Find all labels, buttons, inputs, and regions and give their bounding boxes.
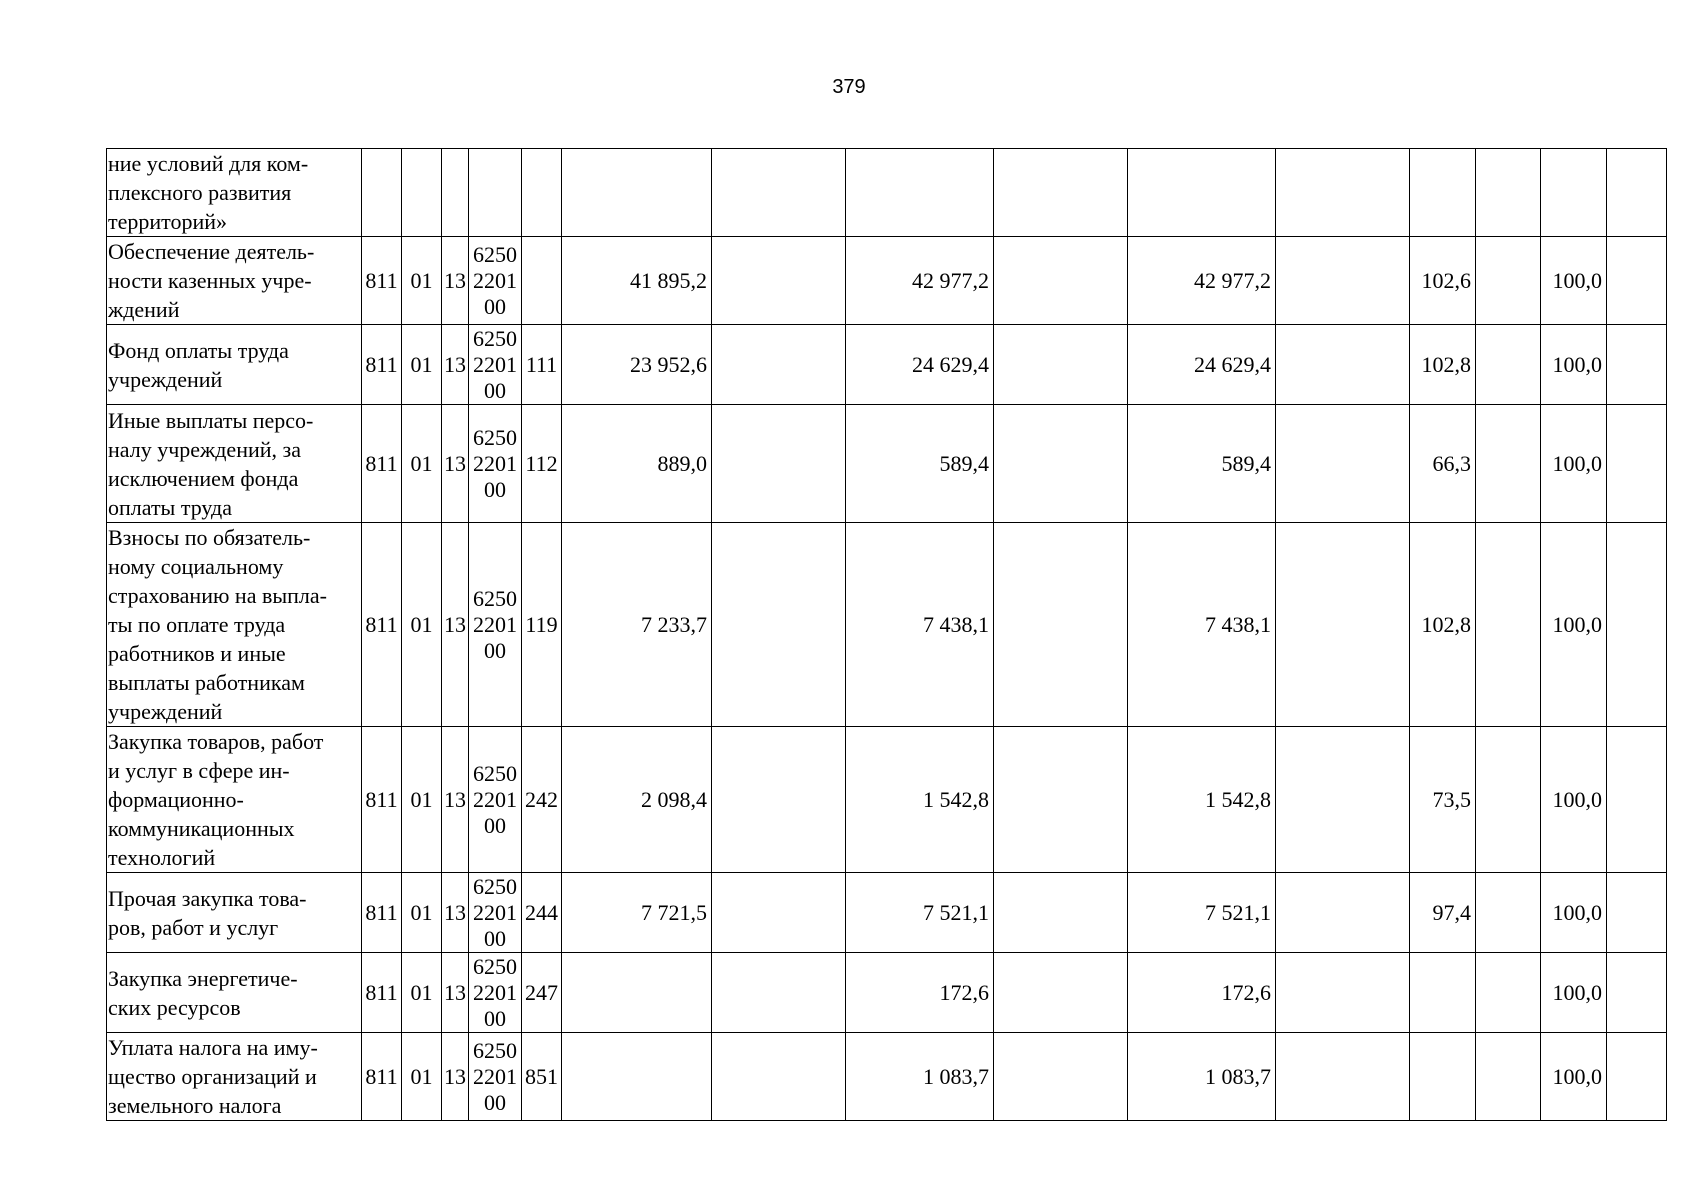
empty-cell [1607, 325, 1667, 405]
subsection-code-cell: 13 [442, 873, 469, 953]
empty-cell [1276, 953, 1410, 1033]
value-3-cell: 172,6 [1128, 953, 1276, 1033]
value-1-cell: 889,0 [562, 405, 712, 523]
empty-cell [1607, 523, 1667, 727]
row-name-cell: Взносы по обязатель- ному социальному страхованию на выпла- ты по оплате труда работников и иные выплаты работникам учреждений [107, 523, 362, 727]
page-number: 379 [832, 76, 866, 98]
percent-1-cell [1410, 1033, 1476, 1121]
empty-cell [1607, 873, 1667, 953]
percent-2-cell [1541, 149, 1607, 237]
empty-cell [1607, 149, 1667, 237]
percent-2-cell: 100,0 [1541, 1033, 1607, 1121]
percent-2-cell: 100,0 [1541, 953, 1607, 1033]
percent-2-cell: 100,0 [1541, 523, 1607, 727]
admin-code-cell: 811 [362, 953, 402, 1033]
empty-cell [712, 149, 846, 237]
row-name-cell: Закупка товаров, работ и услуг в сфере ин- формационно- коммуникационных технологий [107, 727, 362, 873]
empty-cell [1476, 325, 1541, 405]
target-article-code-cell: 6250 2201 00 [469, 325, 522, 405]
percent-1-cell: 66,3 [1410, 405, 1476, 523]
empty-cell [712, 405, 846, 523]
empty-cell [1607, 237, 1667, 325]
empty-cell [1476, 237, 1541, 325]
value-3-cell: 1 542,8 [1128, 727, 1276, 873]
value-2-cell: 1 542,8 [846, 727, 994, 873]
row-name-cell: Уплата налога на иму- щество организаций и земельного налога [107, 1033, 362, 1121]
empty-cell [1476, 953, 1541, 1033]
empty-cell [1276, 405, 1410, 523]
row-name-cell: ние условий для ком- плексного развития территорий» [107, 149, 362, 237]
percent-1-cell: 102,6 [1410, 237, 1476, 325]
percent-2-cell: 100,0 [1541, 405, 1607, 523]
empty-cell [1476, 873, 1541, 953]
table-row [107, 873, 1667, 953]
admin-code-cell: 811 [362, 237, 402, 325]
value-3-cell: 7 521,1 [1128, 873, 1276, 953]
expense-type-code-cell: 242 [522, 727, 562, 873]
value-1-cell: 23 952,6 [562, 325, 712, 405]
value-3-cell: 1 083,7 [1128, 1033, 1276, 1121]
admin-code-cell: 811 [362, 1033, 402, 1121]
empty-cell [994, 873, 1128, 953]
empty-cell [994, 405, 1128, 523]
empty-cell [994, 237, 1128, 325]
value-3-cell: 42 977,2 [1128, 237, 1276, 325]
target-article-code-cell: 6250 2201 00 [469, 727, 522, 873]
table-row [107, 325, 1667, 405]
percent-1-cell: 97,4 [1410, 873, 1476, 953]
percent-2-cell: 100,0 [1541, 325, 1607, 405]
value-1-cell: 7 233,7 [562, 523, 712, 727]
value-1-cell: 7 721,5 [562, 873, 712, 953]
subsection-code-cell: 13 [442, 237, 469, 325]
budget-table [106, 148, 1667, 1121]
empty-cell [712, 523, 846, 727]
empty-cell [1276, 727, 1410, 873]
empty-cell [1276, 1033, 1410, 1121]
empty-cell [712, 237, 846, 325]
empty-cell [712, 873, 846, 953]
value-2-cell: 42 977,2 [846, 237, 994, 325]
value-2-cell: 7 438,1 [846, 523, 994, 727]
target-article-code-cell: 6250 2201 00 [469, 953, 522, 1033]
value-1-cell [562, 1033, 712, 1121]
expense-type-code-cell [522, 149, 562, 237]
value-3-cell [1128, 149, 1276, 237]
expense-type-code-cell: 119 [522, 523, 562, 727]
subsection-code-cell: 13 [442, 325, 469, 405]
table-row [107, 149, 1667, 237]
value-2-cell: 24 629,4 [846, 325, 994, 405]
empty-cell [1607, 953, 1667, 1033]
section-code-cell [402, 149, 442, 237]
empty-cell [994, 727, 1128, 873]
expense-type-code-cell: 112 [522, 405, 562, 523]
admin-code-cell: 811 [362, 727, 402, 873]
table-row [107, 953, 1667, 1033]
percent-1-cell [1410, 149, 1476, 237]
empty-cell [1476, 149, 1541, 237]
percent-2-cell: 100,0 [1541, 237, 1607, 325]
value-2-cell [846, 149, 994, 237]
empty-cell [712, 1033, 846, 1121]
subsection-code-cell: 13 [442, 727, 469, 873]
percent-2-cell: 100,0 [1541, 873, 1607, 953]
empty-cell [1276, 325, 1410, 405]
empty-cell [1476, 523, 1541, 727]
admin-code-cell: 811 [362, 523, 402, 727]
section-code-cell: 01 [402, 953, 442, 1033]
table-row [107, 405, 1667, 523]
empty-cell [1476, 727, 1541, 873]
expense-type-code-cell: 247 [522, 953, 562, 1033]
admin-code-cell: 811 [362, 325, 402, 405]
section-code-cell: 01 [402, 873, 442, 953]
empty-cell [994, 523, 1128, 727]
table-row [107, 523, 1667, 727]
value-1-cell: 41 895,2 [562, 237, 712, 325]
empty-cell [712, 953, 846, 1033]
value-2-cell: 7 521,1 [846, 873, 994, 953]
value-1-cell [562, 953, 712, 1033]
value-2-cell: 1 083,7 [846, 1033, 994, 1121]
empty-cell [712, 727, 846, 873]
value-1-cell [562, 149, 712, 237]
target-article-code-cell: 6250 2201 00 [469, 1033, 522, 1121]
expense-type-code-cell [522, 237, 562, 325]
empty-cell [1276, 149, 1410, 237]
value-2-cell: 172,6 [846, 953, 994, 1033]
subsection-code-cell: 13 [442, 405, 469, 523]
row-name-cell: Закупка энергетиче- ских ресурсов [107, 953, 362, 1033]
empty-cell [994, 325, 1128, 405]
target-article-code-cell: 6250 2201 00 [469, 523, 522, 727]
percent-1-cell: 102,8 [1410, 325, 1476, 405]
percent-1-cell: 102,8 [1410, 523, 1476, 727]
empty-cell [1607, 405, 1667, 523]
value-3-cell: 589,4 [1128, 405, 1276, 523]
value-3-cell: 24 629,4 [1128, 325, 1276, 405]
section-code-cell: 01 [402, 523, 442, 727]
subsection-code-cell: 13 [442, 953, 469, 1033]
row-name-cell: Прочая закупка това- ров, работ и услуг [107, 873, 362, 953]
table-row [107, 727, 1667, 873]
target-article-code-cell: 6250 2201 00 [469, 405, 522, 523]
empty-cell [1476, 405, 1541, 523]
admin-code-cell: 811 [362, 405, 402, 523]
target-article-code-cell: 6250 2201 00 [469, 873, 522, 953]
empty-cell [712, 325, 846, 405]
row-name-cell: Иные выплаты персо- налу учреждений, за исключением фонда оплаты труда [107, 405, 362, 523]
empty-cell [994, 149, 1128, 237]
percent-1-cell [1410, 953, 1476, 1033]
expense-type-code-cell: 244 [522, 873, 562, 953]
subsection-code-cell: 13 [442, 523, 469, 727]
empty-cell [1276, 523, 1410, 727]
empty-cell [1276, 237, 1410, 325]
row-name-cell: Фонд оплаты труда учреждений [107, 325, 362, 405]
admin-code-cell [362, 149, 402, 237]
table-row [107, 237, 1667, 325]
table-row [107, 1033, 1667, 1121]
empty-cell [1276, 873, 1410, 953]
section-code-cell: 01 [402, 237, 442, 325]
subsection-code-cell [442, 149, 469, 237]
empty-cell [994, 953, 1128, 1033]
empty-cell [1607, 1033, 1667, 1121]
empty-cell [1476, 1033, 1541, 1121]
percent-2-cell: 100,0 [1541, 727, 1607, 873]
section-code-cell: 01 [402, 1033, 442, 1121]
section-code-cell: 01 [402, 727, 442, 873]
empty-cell [1607, 727, 1667, 873]
value-3-cell: 7 438,1 [1128, 523, 1276, 727]
expense-type-code-cell: 111 [522, 325, 562, 405]
expense-type-code-cell: 851 [522, 1033, 562, 1121]
value-1-cell: 2 098,4 [562, 727, 712, 873]
section-code-cell: 01 [402, 405, 442, 523]
target-article-code-cell [469, 149, 522, 237]
percent-1-cell: 73,5 [1410, 727, 1476, 873]
subsection-code-cell: 13 [442, 1033, 469, 1121]
admin-code-cell: 811 [362, 873, 402, 953]
value-2-cell: 589,4 [846, 405, 994, 523]
empty-cell [994, 1033, 1128, 1121]
target-article-code-cell: 6250 2201 00 [469, 237, 522, 325]
row-name-cell: Обеспечение деятель- ности казенных учре- ждений [107, 237, 362, 325]
section-code-cell: 01 [402, 325, 442, 405]
